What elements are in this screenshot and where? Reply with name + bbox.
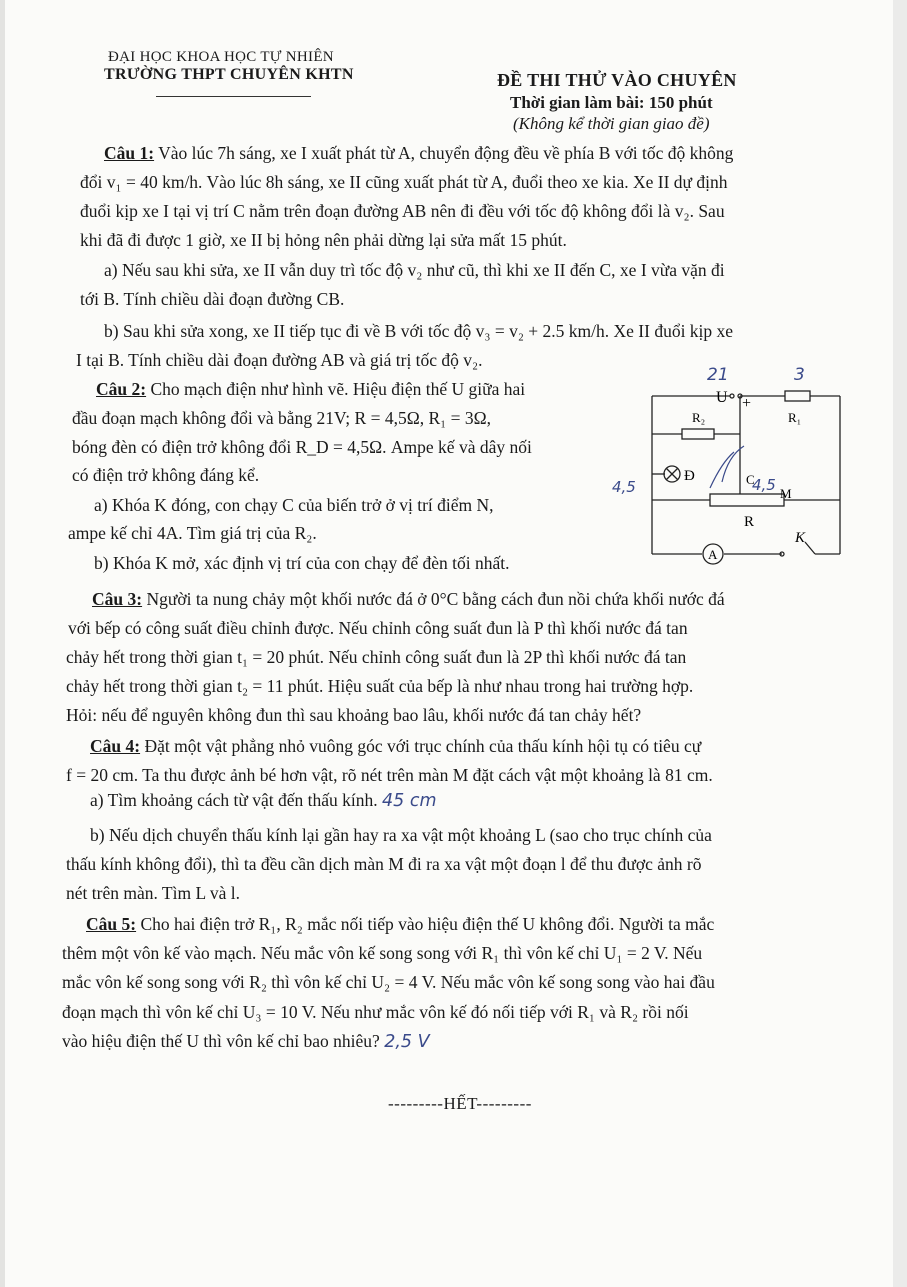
q3-line-5: Hỏi: nếu để nguyên không đun thì sau khoảng bao lâu, khối nước đá tan chảy hết? — [66, 705, 642, 725]
q3-line-3: chảy hết trong thời gian t₁ = 20 phút. Nếu chỉnh công suất đun là 2P thì khối nước đá tan — [66, 647, 687, 667]
q2-line-1 — [96, 378, 525, 400]
q2a-line-2: ampe kế chỉ 4A. Tìm giá trị của R₂. — [68, 523, 317, 543]
q1-line-3: đuổi kịp xe I tại vị trí C nằm trên đoạn đường AB nên đi đều với tốc độ không đổi là v₂. Sau — [80, 201, 725, 221]
q1a-line-1: a) Nếu sau khi sửa, xe II vẫn duy trì tốc độ v₂ như cũ, thì khi xe II đến C, xe I vừa vặn đi — [104, 260, 725, 280]
hw-curve-2 — [710, 452, 734, 488]
q1-label: Câu 1: — [104, 143, 155, 163]
q5-line-3: mắc vôn kế song song với R₂ thì vôn kế chỉ U₂ = 4 V. Nếu mắc vôn kế song song vào hai đầu — [62, 972, 715, 992]
exam-duration: Thời gian làm bài: 150 phút — [510, 93, 713, 112]
label-r1: R₁ — [788, 410, 802, 425]
hw-45-left: 4,5 — [612, 478, 636, 496]
hw-21: 21 — [707, 365, 729, 385]
resistor-r1 — [785, 391, 810, 401]
q4b-line-2: thấu kính không đổi), thì ta đều cần dịch màn M đi ra xa vật một đoạn l để thu được ảnh rõ — [66, 854, 702, 874]
q1a-line-2: tới B. Tính chiều dài đoạn đường CB. — [80, 289, 345, 309]
hw-45-right: 4,5 — [752, 476, 776, 494]
school-name: TRƯỜNG THPT CHUYÊN KHTN — [104, 66, 354, 83]
q2-line-2: đầu đoạn mạch không đổi và bằng 21V; R = 4,5Ω, R₁ = 3Ω, — [72, 408, 491, 428]
label-r2: R₂ — [692, 410, 706, 425]
label-m: M — [780, 486, 792, 501]
hw-3: 3 — [794, 365, 805, 385]
switch-k-blade — [805, 542, 815, 554]
q5-label: Câu 5: — [86, 914, 137, 934]
hw-curve-1 — [722, 446, 744, 482]
label-lamp: Đ — [684, 468, 695, 484]
q4-line-1 — [90, 735, 701, 757]
q4-text-1: Đặt một vật phẳng nhỏ vuông góc với trục chính của thấu kính hội tụ có tiêu cự — [140, 736, 702, 756]
q5-text-1: Cho hai điện trở R₁, R₂ mắc nối tiếp vào hiệu điện thế U không đổi. Người ta mắc — [136, 914, 715, 934]
exam-title: ĐỀ THI THỬ VÀO CHUYÊN — [497, 70, 737, 90]
end-marker: ---------HẾT--------- — [388, 1094, 532, 1113]
label-r: R — [744, 514, 755, 530]
q4-label: Câu 4: — [90, 736, 141, 756]
duration-note: (Không kể thời gian giao đề) — [513, 114, 710, 133]
rheostat-r — [710, 494, 784, 506]
q4b-line-3: nét trên màn. Tìm L và l. — [66, 883, 240, 903]
q2-line-3: bóng đèn có điện trở không đổi R_D = 4,5Ω. Ampe kế và dây nối — [72, 437, 532, 457]
label-k: K — [795, 530, 806, 546]
university-name: ĐẠI HỌC KHOA HỌC TỰ NHIÊN — [108, 49, 334, 65]
q1b-line-2: I tại B. Tính chiều dài đoạn đường AB và giá trị tốc độ v₂. — [76, 350, 483, 370]
q3-line-2: với bếp có công suất điều chỉnh được. Nếu chỉnh công suất đun là P thì khối nước đá tan — [68, 618, 688, 638]
resistor-r2 — [682, 429, 714, 439]
q4a-text: a) Tìm khoảng cách từ vật đến thấu kính. — [90, 790, 378, 810]
q2-label: Câu 2: — [96, 379, 147, 399]
scan-edge-left — [0, 0, 5, 1287]
hw-25v: 2,5 V — [384, 1032, 430, 1052]
q1-text-1: Vào lúc 7h sáng, xe I xuất phát từ A, chuyển động đều về phía B với tốc độ không — [154, 143, 734, 163]
q4a-line-1 — [90, 789, 437, 812]
terminal-minus — [730, 394, 734, 398]
circuit-diagram — [610, 362, 860, 584]
label-plus: + — [742, 395, 752, 412]
q4-line-2: f = 20 cm. Ta thu được ảnh bé hơn vật, rõ nét trên màn M đặt cách vật một khoảng là 81 cm. — [66, 765, 713, 785]
q2a-line-1: a) Khóa K đóng, con chạy C của biến trở ở vị trí điểm N, — [94, 495, 494, 515]
scan-edge-right — [893, 0, 907, 1287]
hw-45cm: 45 cm — [382, 791, 437, 811]
q5-line-2: thêm một vôn kế vào mạch. Nếu mắc vôn kế song song với R₁ thì vôn kế chỉ U₁ = 2 V. Nếu — [62, 943, 703, 963]
q4b-line-1: b) Nếu dịch chuyển thấu kính lại gần hay ra xa vật một khoảng L (sao cho trục chính của — [90, 825, 712, 845]
q5-line-1 — [86, 913, 714, 935]
q1b-line-1: b) Sau khi sửa xong, xe II tiếp tục đi về B với tốc độ v₃ = v₂ + 2.5 km/h. Xe II đuổi kịp xe — [104, 321, 734, 341]
header-rule — [156, 96, 311, 97]
q5-text-5: vào hiệu điện thế U thì vôn kế chỉ bao nhiêu? — [62, 1031, 380, 1051]
q3-line-4: chảy hết trong thời gian t₂ = 11 phút. Hiệu suất của bếp là như nhau trong hai trường hợp. — [66, 676, 694, 696]
q5-line-5 — [62, 1030, 430, 1053]
q2b-line-1: b) Khóa K mở, xác định vị trí của con chạy để đèn tối nhất. — [94, 553, 510, 573]
q3-label: Câu 3: — [92, 589, 143, 609]
q3-text-1: Người ta nung chảy một khối nước đá ở 0°C bằng cách đun nồi chứa khối nước đá — [142, 589, 725, 609]
q3-line-1 — [92, 588, 725, 610]
label-ammeter: A — [708, 547, 718, 562]
q1-line-4: khi đã đi được 1 giờ, xe II bị hỏng nên phải dừng lại sửa mất 15 phút. — [80, 230, 567, 250]
q1-line-2: đổi v₁ = 40 km/h. Vào lúc 8h sáng, xe II cũng xuất phát từ A, đuổi theo xe kia. Xe II dự định — [80, 172, 728, 192]
q5-line-4: đoạn mạch thì vôn kế chỉ U₃ = 10 V. Nếu như mắc vôn kế đó nối tiếp với R₁ và R₂ rồi nối — [62, 1002, 689, 1022]
label-u: U — [716, 389, 728, 406]
label-c: C — [746, 472, 755, 487]
q2-text-1: Cho mạch điện như hình vẽ. Hiệu điện thế U giữa hai — [146, 379, 526, 399]
q1-line-1 — [104, 142, 733, 164]
q2-line-4: có điện trở không đáng kể. — [72, 465, 260, 485]
